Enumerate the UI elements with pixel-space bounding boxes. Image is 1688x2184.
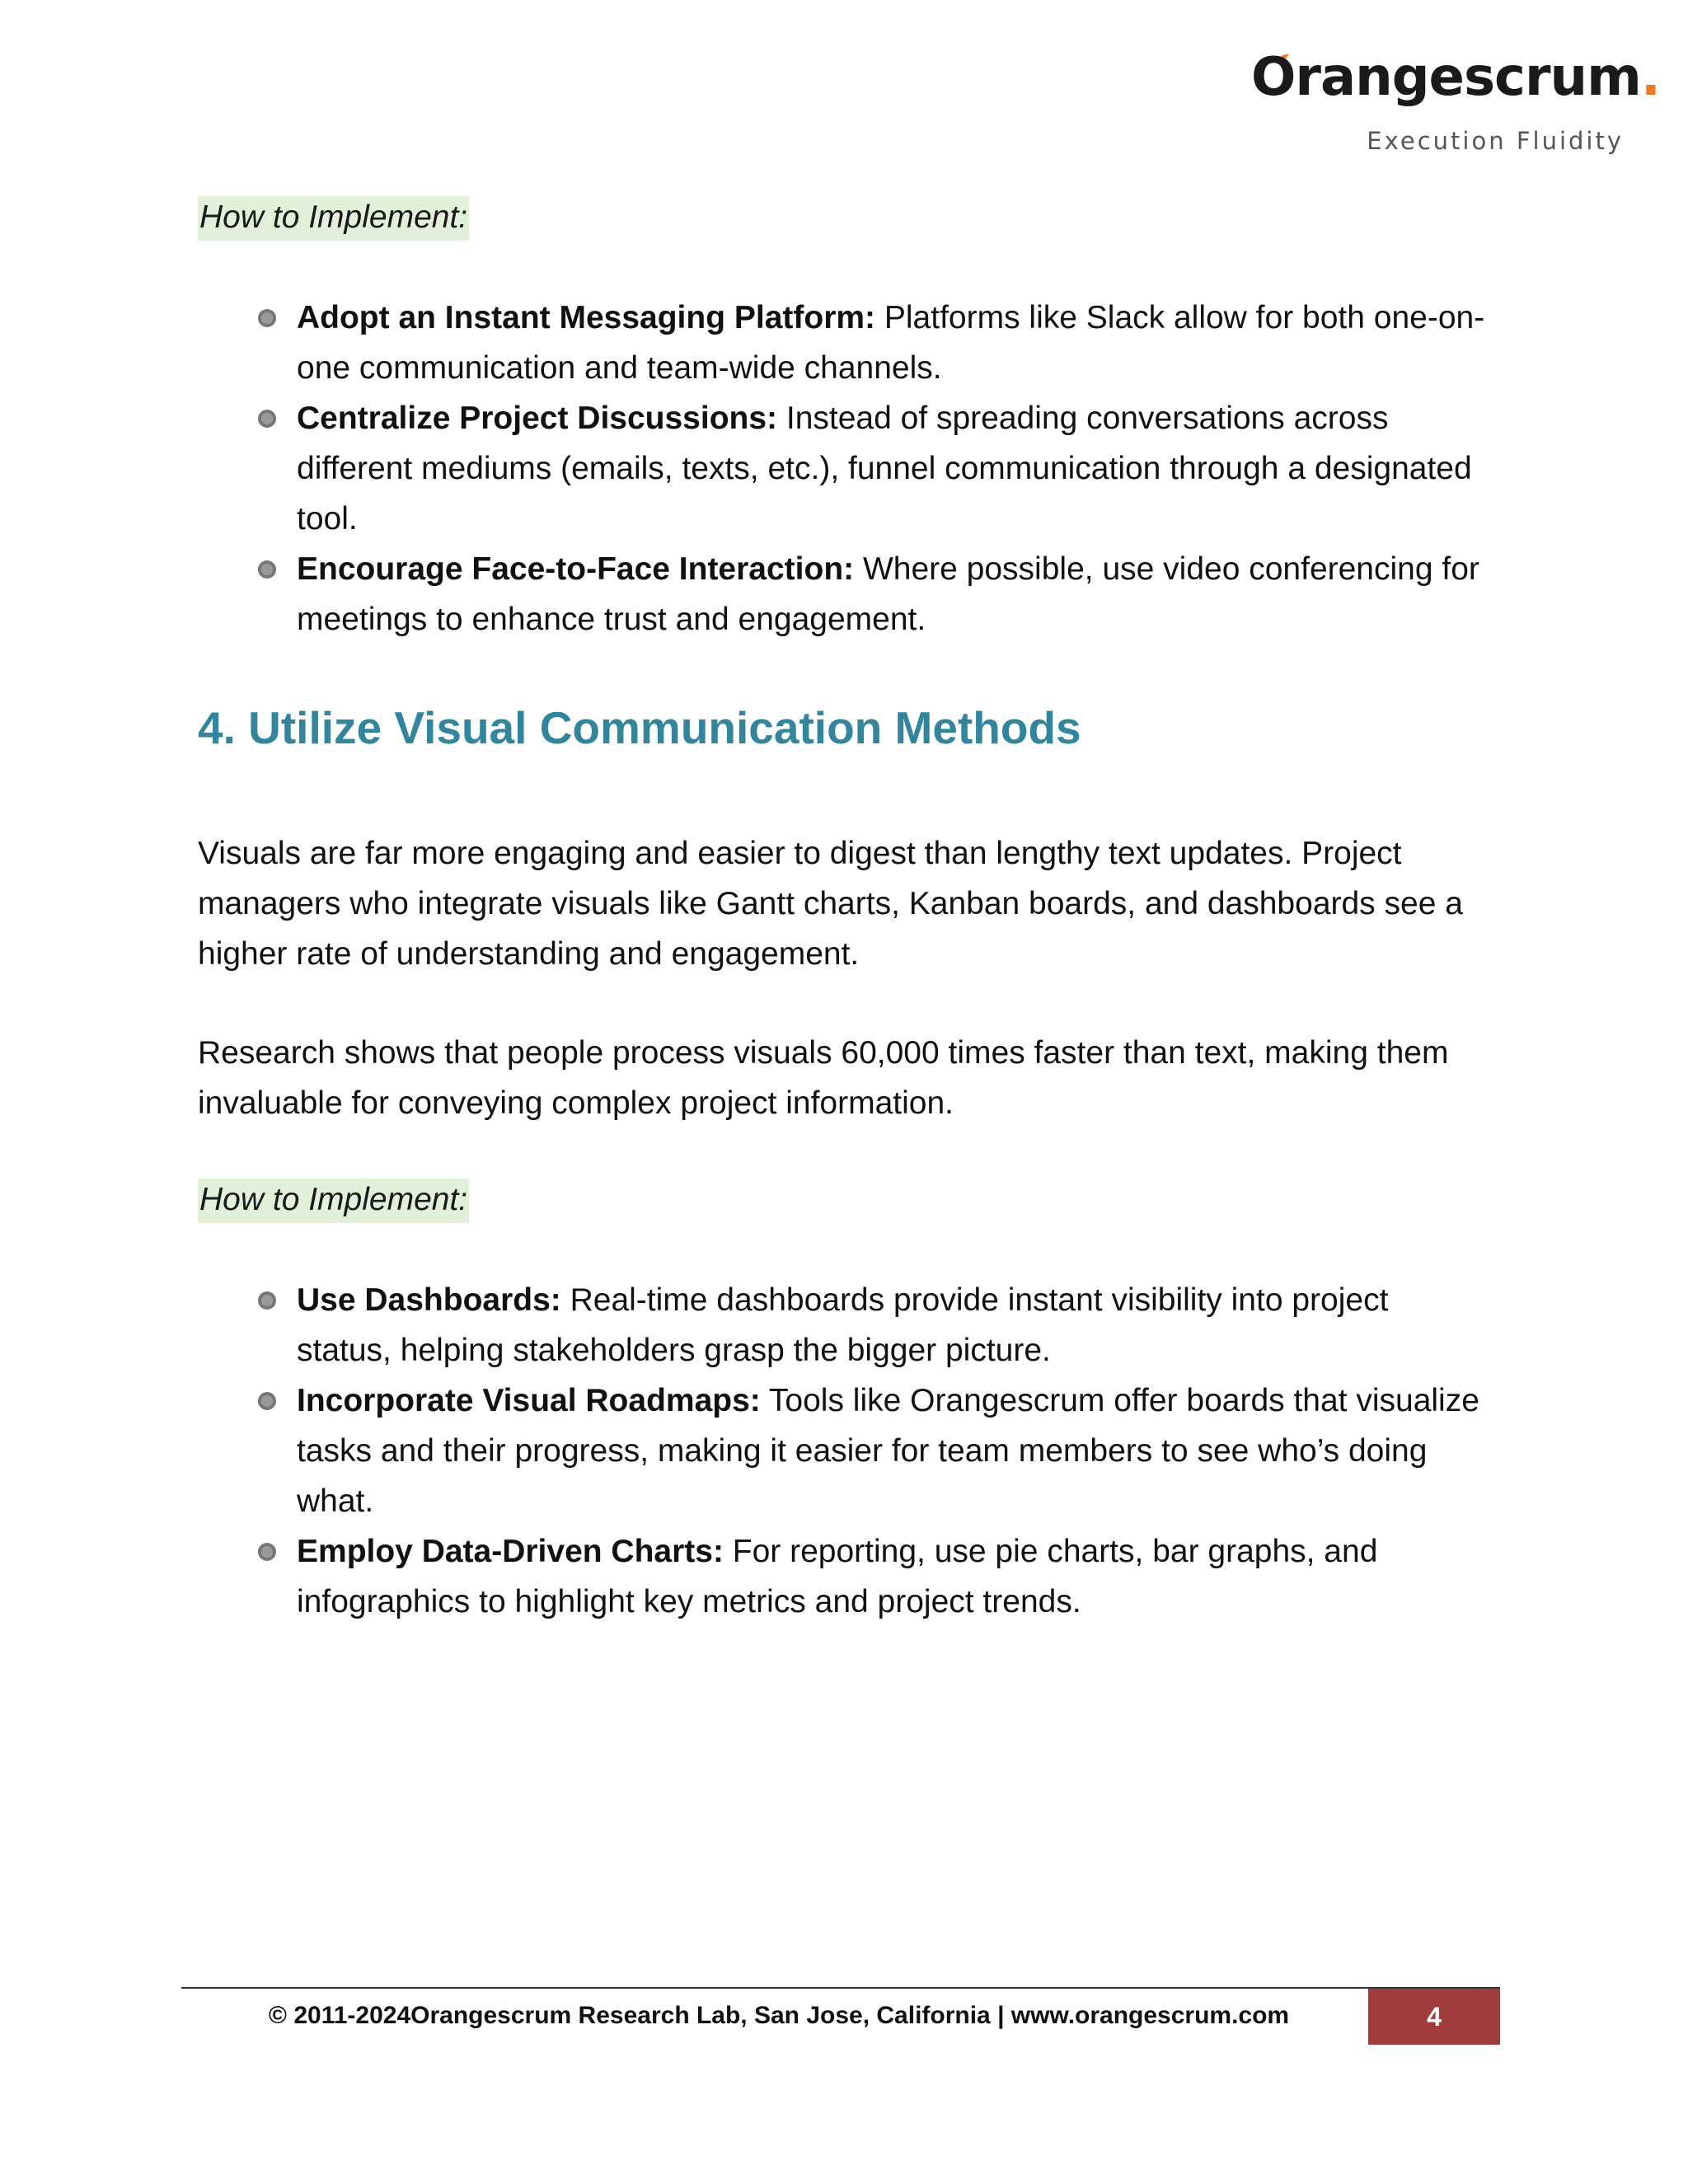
bullet-text: Platforms like Slack allow for both one-on-one communication and team-wide channels.: [297, 300, 1485, 386]
bullet-text: Instead of spreading conversations across different mediums (emails, texts, etc.), funnel communication through a designated tool.: [297, 401, 1472, 537]
bullet-term: Adopt an Instant Messaging Platform:: [297, 300, 876, 335]
bullet-term: Encourage Face-to-Face Interaction:: [297, 551, 855, 587]
bullet-icon: [256, 407, 279, 430]
logo-name: Orangescrum: [1251, 47, 1641, 108]
bullet-icon: [256, 1390, 279, 1413]
bullet-text: For reporting, use pie charts, bar graphs, and infographics to highlight key metrics and project trends.: [297, 1534, 1378, 1619]
list-item: [256, 393, 1492, 544]
list-item: [256, 544, 1492, 644]
bullet-icon: [256, 558, 279, 581]
bullet-text: Real-time dashboards provide instant visibility into project status, helping stakeholders grasp the bigger picture.: [297, 1282, 1389, 1368]
implementation-list-1: [256, 293, 1492, 644]
body-paragraph-1: Visuals are far more engaging and easier to digest than lengthy text updates. Project managers who integrate visuals like Gantt charts, Kanban boards, and dashboards see a higher rate of understanding and engagement.: [198, 836, 1463, 972]
bullet-text: Tools like Orangescrum offer boards that visualize tasks and their progress, making it easier for team members to see who’s doing what.: [297, 1383, 1479, 1519]
bullet-term: Employ Data-Driven Charts:: [297, 1534, 724, 1569]
footer-copyright: © 2011-2024Orangescrum Research Lab, San Jose, California | www.orangescrum.com: [268, 2002, 1290, 2029]
bullet-icon: [256, 307, 279, 330]
bullet-icon: [256, 1540, 279, 1563]
implementation-list-2: [256, 1275, 1492, 1627]
orangescrum-logo: [1251, 47, 1661, 158]
bullet-term: Incorporate Visual Roadmaps:: [297, 1383, 761, 1418]
list-item: [256, 1376, 1492, 1526]
list-item: [256, 293, 1492, 393]
list-item: [256, 1526, 1492, 1627]
logo-tagline: Execution Fluidity: [1367, 127, 1624, 155]
how-to-implement-label-2: How to Implement:: [198, 1179, 469, 1223]
footer-divider: [181, 1987, 1500, 1989]
page-number: 4: [1368, 1989, 1500, 2045]
list-item: [256, 1275, 1492, 1376]
logo-dot: .: [1640, 47, 1661, 108]
bullet-term: Use Dashboards:: [297, 1282, 561, 1318]
how-to-implement-label-1: How to Implement:: [198, 196, 469, 241]
bullet-text: Where possible, use video conferencing for meetings to enhance trust and engagement.: [297, 551, 1479, 637]
bullet-term: Centralize Project Discussions:: [297, 401, 778, 436]
body-paragraph-2: Research shows that people process visuals 60,000 times faster than text, making them invaluable for conveying complex project information.: [198, 1035, 1449, 1121]
bullet-icon: [256, 1289, 279, 1312]
section-heading: 4. Utilize Visual Communication Methods: [198, 702, 1081, 753]
logo-wordmark: [1251, 47, 1661, 108]
